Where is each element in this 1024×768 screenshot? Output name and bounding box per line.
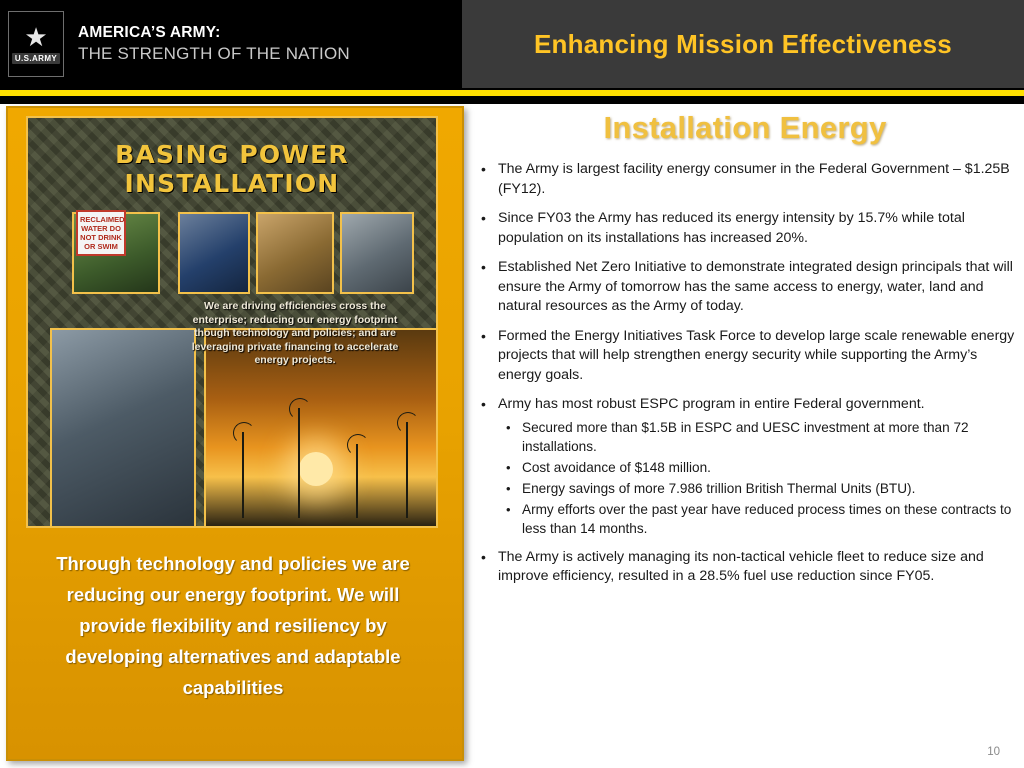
bullet-item [472, 327, 1018, 386]
header-tagline-line2: THE STRENGTH OF THE NATION [78, 44, 350, 63]
photo-soldier-biomass [256, 212, 334, 294]
sub-bullet-text: Cost avoidance of $148 million. [522, 459, 711, 475]
bullet-list [472, 160, 1018, 587]
sub-bullet-text: Army efforts over the past year have reduced process times on these contracts to less than 14 months. [522, 501, 1012, 536]
collage-title-line2: INSTALLATION [124, 169, 340, 198]
bullet-marker-icon: • [506, 459, 511, 475]
bullet-marker-icon: • [506, 480, 511, 496]
sub-bullet-item [498, 479, 1018, 498]
bullet-text: The Army is actively managing its non-tactical vehicle fleet to reduce size and improve efficiency, resulted in a 28.5% fuel use reduction since FY05. [498, 548, 984, 584]
header-branding [0, 0, 462, 88]
page-title: Installation Energy [603, 110, 887, 145]
us-army-logo [8, 11, 64, 77]
bullet-text: Since FY03 the Army has reduced its energy intensity by 15.7% while total population on its installations has increased 20%. [498, 210, 965, 246]
bullet-item [472, 160, 1018, 199]
photo-solar-panels [178, 212, 250, 294]
sub-bullet-text: Secured more than $1.5B in ESPC and UESC investment at more than 72 installations. [522, 419, 969, 454]
bullet-text: The Army is largest facility energy consumer in the Federal Government – $1.25B (FY12). [498, 161, 1010, 197]
collage-title-line1: BASING POWER [115, 140, 349, 169]
left-gold-panel [6, 106, 464, 761]
bullet-marker-icon: • [481, 259, 486, 275]
basing-power-installation-collage [26, 116, 438, 528]
page-number: 10 [987, 746, 1000, 758]
star-icon: ★ [24, 22, 48, 52]
bullet-item [472, 548, 1018, 587]
bullet-marker-icon: • [506, 501, 511, 517]
bullet-item [472, 209, 1018, 248]
turbine-icon [298, 408, 300, 518]
bullet-marker-icon: • [481, 327, 486, 344]
sub-bullet-item [498, 418, 1018, 456]
bullet-marker-icon: • [481, 210, 486, 226]
bullet-marker-icon: • [506, 419, 511, 435]
bullet-item [472, 258, 1018, 317]
collage-caption: We are driving efficiencies cross the enterprise; reducing our energy footprint though technology and policies; and are leveraging private financing to accelerate energy projects. [191, 300, 399, 366]
header-title-block [78, 23, 350, 65]
turbine-icon [356, 444, 358, 518]
bullet-text: Army has most robust ESPC program in entire Federal government. [498, 396, 925, 412]
bullet-marker-icon: • [481, 548, 486, 565]
header-black-rule [0, 98, 1024, 104]
panel-quote: Through technology and policies we are reducing our energy footprint. We will provide flexibility and resiliency by developing alternatives and adaptable capabilities [56, 553, 410, 698]
bullet-marker-icon: • [481, 161, 486, 177]
photo-carport-vehicles [340, 212, 414, 294]
slide-banner-title: Enhancing Mission Effectiveness [534, 28, 952, 59]
sub-bullet-item [498, 458, 1018, 477]
content-column [472, 106, 1018, 766]
photo-workers-lift [50, 328, 196, 528]
reclaimed-water-sign: RECLAIMED WATER DO NOT DRINK OR SWIM [76, 210, 126, 256]
sub-bullet-item [498, 500, 1018, 538]
slide-header [0, 0, 1024, 88]
header-tagline-line1: AMERICA’S ARMY: [78, 24, 221, 41]
sun-glow [299, 452, 333, 486]
army-logo-badge-label: U.S.ARMY [12, 53, 60, 64]
turbine-icon [242, 432, 244, 518]
header-title-banner [462, 0, 1024, 88]
header-yellow-rule [0, 88, 1024, 98]
sub-bullet-list [498, 418, 1018, 538]
bullet-text: Formed the Energy Initiatives Task Force to develop large scale renewable energy projects that will help strengthen energy security while supporting the Army’s energy goals. [498, 327, 1015, 383]
bullet-item [472, 395, 1018, 538]
turbine-icon [406, 422, 408, 518]
collage-title [28, 140, 436, 198]
bullet-marker-icon: • [481, 396, 486, 412]
sub-bullet-text: Energy savings of more 7.986 trillion British Thermal Units (BTU). [522, 480, 916, 496]
bullet-text: Established Net Zero Initiative to demonstrate integrated design principals that will ensure the Army of tomorrow has the same access to energy, water, land and natural resources as the Army of today. [498, 259, 1013, 314]
